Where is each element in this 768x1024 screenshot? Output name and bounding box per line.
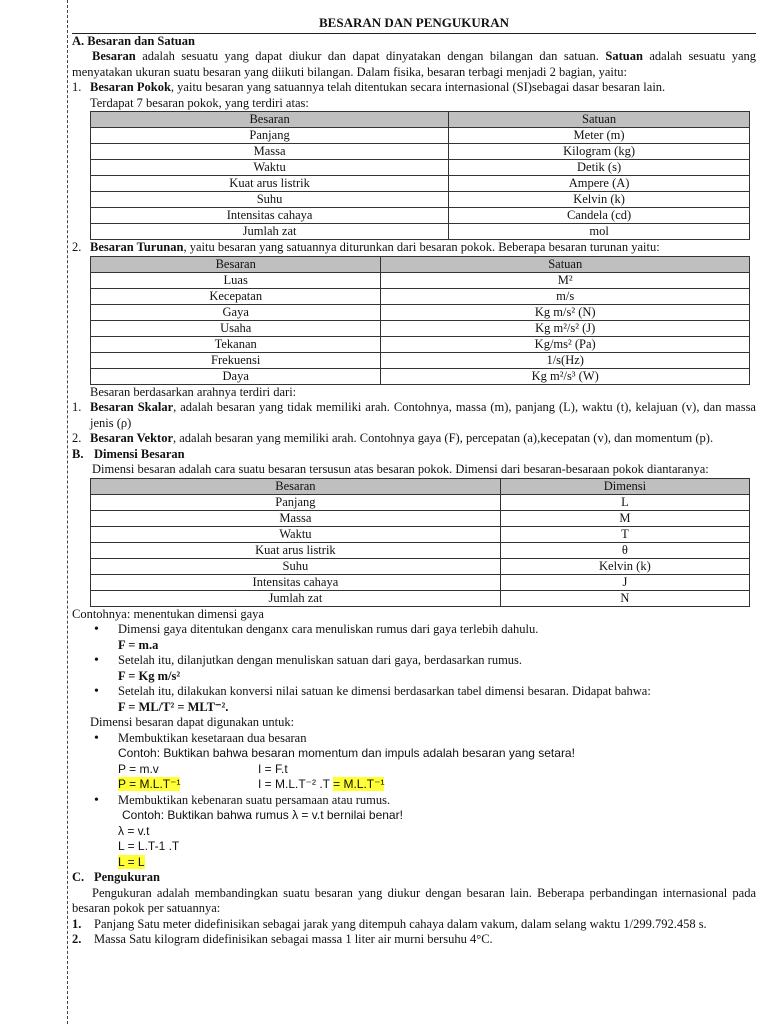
list-item-panjang	[72, 917, 756, 933]
list-number: 1.	[72, 80, 82, 94]
equation: L = L.T-1 .T	[118, 839, 180, 853]
table-cell: Kecepatan	[91, 288, 381, 304]
table-row	[91, 224, 750, 240]
list-text	[90, 400, 756, 431]
equation-row	[118, 762, 756, 778]
arah-lead: Besaran berdasarkan arahnya terdiri dari:	[90, 384, 297, 399]
list-number: 2.	[72, 932, 82, 946]
table-cell: L	[500, 494, 749, 510]
list-text	[90, 431, 756, 447]
formula: F = Kg m/s²	[118, 668, 181, 683]
example-text: Contoh: Buktikan bahwa rumus λ = v.t bernilai benar!	[122, 808, 403, 822]
term-satuan: Satuan	[605, 49, 643, 63]
table-cell: Intensitas cahaya	[91, 208, 449, 224]
table-row	[91, 160, 750, 176]
skalar-desc: , adalah besaran yang tidak memiliki arah. Contohnya, massa (m), panjang (L), waktu (t), kelajuan (v), dan massa jenis (ρ)	[90, 400, 756, 430]
table-cell: M²	[381, 272, 750, 288]
table-header: Dimensi	[500, 478, 749, 494]
list-text	[90, 240, 756, 256]
table-besaran-turunan	[90, 256, 750, 385]
term-besaran-turunan: Besaran Turunan	[90, 240, 184, 254]
table-cell: Kuat arus listrik	[91, 542, 501, 558]
list-text: Massa Satu kilogram didefinisikan sebagai massa 1 liter air murni bersuhu 4°C.	[94, 932, 493, 946]
highlighted-equation: = M.L.T⁻¹	[333, 777, 385, 791]
besaran-pokok-lead: Terdapat 7 besaran pokok, yang terdiri atas:	[90, 95, 309, 110]
bullet-icon: •	[94, 653, 99, 668]
bullet-text: Setelah itu, dilakukan konversi nilai satuan ke dimensi berdasarkan tabel dimensi besaran. Didapat bahwa:	[118, 684, 651, 698]
equation: λ = v.t	[118, 823, 150, 838]
section-a-intro	[72, 49, 756, 80]
term-skalar: Besaran Skalar	[90, 400, 174, 414]
contoh-lead: Contohnya: menentukan dimensi gaya	[72, 606, 264, 621]
bullet-item	[94, 622, 756, 638]
table-cell: Massa	[91, 144, 449, 160]
table-cell: Massa	[91, 510, 501, 526]
table-cell: Jumlah zat	[91, 224, 449, 240]
document-page	[72, 14, 756, 948]
list-item-skalar	[72, 400, 756, 431]
example-text: Contoh: Buktikan bahwa besaran momentum dan impuls adalah besaran yang setara!	[118, 746, 575, 760]
table-cell: Tekanan	[91, 336, 381, 352]
highlighted-equation: L = L	[118, 854, 145, 869]
table-cell: Luas	[91, 272, 381, 288]
list-number: 2.	[72, 240, 82, 254]
table-row	[91, 128, 750, 144]
table-row	[91, 208, 750, 224]
table-cell: mol	[449, 224, 750, 240]
page-title: BESARAN DAN PENGUKURAN	[72, 14, 756, 34]
list-item-vektor	[72, 431, 756, 447]
table-cell: Panjang	[91, 128, 449, 144]
table-besaran-pokok	[90, 111, 750, 240]
section-a-heading: A. Besaran dan Satuan	[72, 34, 195, 48]
table-cell: 1/s(Hz)	[381, 352, 750, 368]
table-cell: Kelvin (k)	[449, 192, 750, 208]
table-row	[91, 320, 750, 336]
table-row	[91, 272, 750, 288]
bullet-icon: •	[94, 792, 99, 808]
list-number: 1.	[72, 400, 82, 414]
table-row	[91, 368, 750, 384]
table-cell: θ	[500, 542, 749, 558]
table-cell: Jumlah zat	[91, 590, 501, 606]
section-c-intro: Pengukuran adalah membandingkan suatu besaran yang diukur dengan besaran lain. Beberapa perbandingan internasional pada besaran pokok per satuannya:	[72, 885, 756, 915]
table-header: Besaran	[91, 112, 449, 128]
table-cell: Kuat arus listrik	[91, 176, 449, 192]
table-row	[91, 144, 750, 160]
equation-row	[118, 777, 756, 793]
vektor-desc: , adalah besaran yang memiliki arah. Contohnya gaya (F), percepatan (a),kecepatan (v), dan momentum (p).	[173, 431, 714, 445]
table-header: Satuan	[381, 256, 750, 272]
table-row	[91, 590, 750, 606]
table-cell: Suhu	[91, 558, 501, 574]
table-cell: Kg/ms² (Pa)	[381, 336, 750, 352]
table-row	[91, 558, 750, 574]
margin-guide-line	[67, 0, 68, 1024]
table-row	[91, 336, 750, 352]
bullet-text: Membuktikan kebenaran suatu persamaan atau rumus.	[118, 792, 391, 807]
bullet-text: Setelah itu, dilanjutkan dengan menuliskan satuan dari gaya, berdasarkan rumus.	[118, 653, 523, 667]
table-cell: N	[500, 590, 749, 606]
list-number: 2.	[72, 431, 82, 445]
list-item-massa	[72, 932, 756, 948]
bullet-icon: •	[94, 684, 99, 699]
list-item-besaran-turunan	[72, 240, 756, 256]
table-cell: J	[500, 574, 749, 590]
guna-lead: Dimensi besaran dapat digunakan untuk:	[90, 715, 295, 729]
table-cell: Candela (cd)	[449, 208, 750, 224]
bullet-text: Membuktikan kesetaraan dua besaran	[118, 730, 307, 745]
table-cell: Kilogram (kg)	[449, 144, 750, 160]
table-cell: Meter (m)	[449, 128, 750, 144]
table-header: Besaran	[91, 478, 501, 494]
equation: P = m.v	[118, 761, 159, 776]
table-cell: M	[500, 510, 749, 526]
intro-text-1: adalah sesuatu yang dapat diukur dan dapat dinyatakan dengan bilangan dan satuan.	[135, 49, 606, 63]
table-cell: Kg m²/s² (J)	[381, 320, 750, 336]
table-cell: Waktu	[91, 526, 501, 542]
table-dimensi	[90, 478, 750, 607]
intro-text-2: adalah sesuatu yang menyatakan ukuran suatu besaran yang diikuti bilangan. Dalam fisika, besaran terbagi menjadi 2 bagian, yaitu:	[72, 49, 757, 79]
section-letter: B.	[72, 446, 84, 461]
list-number: 1.	[72, 916, 82, 931]
table-cell: Kg m/s² (N)	[381, 304, 750, 320]
table-cell: Intensitas cahaya	[91, 574, 501, 590]
table-cell: Daya	[91, 368, 381, 384]
equation: I = M.L.T⁻² .T	[258, 777, 334, 791]
bullet-item	[94, 684, 756, 700]
table-cell: Kelvin (k)	[500, 558, 749, 574]
table-cell: Suhu	[91, 192, 449, 208]
table-row	[91, 352, 750, 368]
bullet-item	[94, 731, 756, 747]
term-besaran: Besaran	[92, 49, 136, 63]
table-row	[91, 288, 750, 304]
bullet-item	[94, 793, 756, 809]
besaran-pokok-desc: , yaitu besaran yang satuannya telah ditentukan secara internasional (SI)sebagai dasar besaran lain.	[170, 80, 666, 94]
section-b-heading	[72, 447, 756, 463]
section-letter: C.	[72, 870, 85, 884]
section-title: Pengukuran	[94, 870, 160, 884]
besaran-turunan-desc: , yaitu besaran yang satuannya diturunkan dari besaran pokok. Beberapa besaran turunan yaitu:	[183, 240, 660, 254]
table-cell: Panjang	[91, 494, 501, 510]
table-cell: Frekuensi	[91, 352, 381, 368]
section-b-intro: Dimensi besaran adalah cara suatu besaran tersusun atas besaran pokok. Dimensi dari besaran-besaraan pokok diantaranya:	[92, 462, 709, 476]
section-c-heading	[72, 870, 756, 886]
bullet-icon: •	[94, 622, 99, 637]
bullet-text: Dimensi gaya ditentukan denganx cara menuliskan rumus dari gaya terlebih dahulu.	[118, 622, 539, 636]
table-row	[91, 542, 750, 558]
table-row	[91, 176, 750, 192]
bullet-icon: •	[94, 730, 99, 746]
formula: F = ML/T² = MLT⁻².	[118, 699, 229, 714]
term-besaran-pokok: Besaran Pokok	[90, 80, 171, 94]
term-vektor: Besaran Vektor	[90, 431, 173, 445]
highlighted-equation-row	[118, 855, 756, 871]
table-header: Besaran	[91, 256, 381, 272]
table-cell: Usaha	[91, 320, 381, 336]
list-text: Panjang Satu meter didefinisikan sebagai jarak yang ditempuh cahaya dalam vakum, dalam selang waktu 1/299.792.458 s.	[94, 916, 707, 931]
section-title: Dimensi Besaran	[94, 446, 185, 461]
table-cell: m/s	[381, 288, 750, 304]
table-row	[91, 494, 750, 510]
list-item-besaran-pokok	[72, 80, 756, 96]
highlighted-equation: P = M.L.T⁻¹	[118, 777, 181, 791]
table-cell: T	[500, 526, 749, 542]
equation: I = F.t	[258, 761, 288, 776]
table-row	[91, 192, 750, 208]
table-cell: Gaya	[91, 304, 381, 320]
table-cell: Detik (s)	[449, 160, 750, 176]
list-text	[90, 80, 756, 96]
formula: F = m.a	[118, 637, 159, 652]
table-row	[91, 510, 750, 526]
table-cell: Kg m²/s³ (W)	[381, 368, 750, 384]
table-cell: Waktu	[91, 160, 449, 176]
table-row	[91, 304, 750, 320]
table-cell: Ampere (A)	[449, 176, 750, 192]
table-row	[91, 526, 750, 542]
table-header: Satuan	[449, 112, 750, 128]
bullet-item	[94, 653, 756, 669]
table-row	[91, 574, 750, 590]
